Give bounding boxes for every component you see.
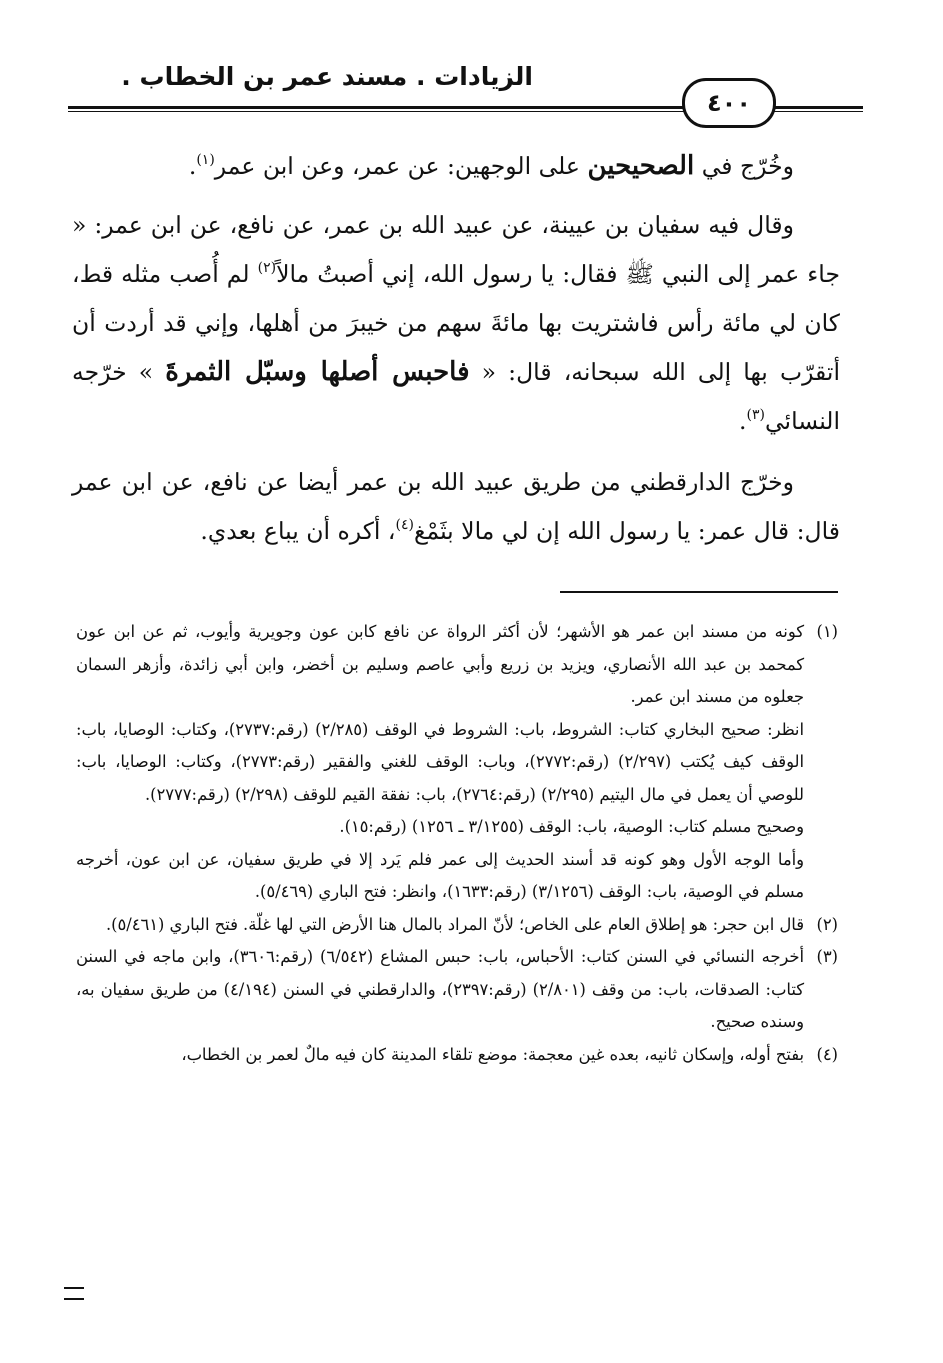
paragraph-2 [72, 201, 840, 446]
footnote-text: وصحيح مسلم كتاب: الوصية، باب: الوقف (٣/١٢٥٥ ـ ١٢٥٦) (رقم:١٥). [339, 817, 804, 836]
footnote-4 [76, 1039, 838, 1072]
text-run: وخُرّج في [701, 152, 794, 180]
paragraph-1 [72, 142, 840, 191]
footnotes [76, 616, 838, 1071]
running-title: الزيادات . مسند عمر بن الخطاب . [121, 62, 533, 91]
footnote-text: قال ابن حجر: هو إطلاق العام على الخاص؛ لأنّ المراد بالمال هنا الأرض التي لها غلّة. فتح الباري (٥/٤٦١). [105, 914, 804, 934]
footnote-ref: (٣) [746, 407, 765, 423]
text-run: » خرّجه النسائي [72, 358, 840, 435]
text-run: لم أُصب مثله قط، كان لي مائة رأس فاشتريت بها مائةَ سهم من خيبرَ من أهلها، وإني قد أردت أن أتقرّب بها إلى الله سبحانه، قال: « [72, 260, 840, 386]
footnote-number: (٤) [816, 1044, 838, 1064]
footnote-separator [560, 591, 838, 593]
footnote-ref: (١) [196, 152, 215, 168]
footnote-text: أخرجه النسائي في السنن كتاب: الأحباس، باب: حبس المشاع (٦/٥٤٢) (رقم:٣٦٠٦)، وابن ماجه في السنن كتاب: الصدقات، باب: من وقف (٢/٨٠١) (رقم:٢٣٩٧)، والدارقطني في السنن (٤/١٩٤) من طريق سفيان به، وسنده صحيح. [76, 947, 805, 1031]
page-number: ٤٠٠ [682, 78, 776, 128]
text-run: وخرّج الدارقطني من طريق عبيد الله بن عمر أيضا عن نافع، عن ابن عمر قال: قال عمر: يا رسول الله إن لي مالا بثَمْغ [72, 468, 840, 545]
footnote-3 [76, 941, 838, 1039]
bold-term: الصحيحين [587, 151, 695, 181]
main-text [72, 142, 840, 568]
text-run: على الوجهين: عن عمر، وعن ابن عمر [214, 152, 580, 180]
footnote-text: بفتح أوله، وإسكان ثانيه، بعده غين معجمة: موضع تلقاء المدينة كان فيه مالٌ لعمر بن الخطاب، [181, 1044, 804, 1064]
footnote-number: (٣) [816, 947, 838, 966]
footnote-text: انظر: صحيح البخاري كتاب: الشروط، باب: الشروط في الوقف (٢/٢٨٥) (رقم:٢٧٣٧)، وكتاب: الوصايا، باب: الوقف كيف يُكتب (٢/٢٩٧) (رقم:٢٧٧٢)، وباب: الوقف للغني والفقير (رقم:٢٧٧٣)، وكتاب: الوصايا، باب: للوصي أن يعمل في مال اليتيم (٢/٢٩٥) (رقم:٢٧٦٤)، باب: نفقة القيم للوقف (٢/٢٩٨) (رقم:٢٧٧٧). [76, 719, 804, 804]
footnote-ref: (٢) [257, 260, 277, 276]
text-run: . [739, 407, 747, 435]
text-run: ، أكره أن يباع بعدي. [200, 517, 396, 545]
text-run: . [188, 152, 197, 180]
footnote-number: (١) [816, 622, 838, 641]
footnote-number: (٢) [816, 914, 838, 934]
continuation-mark [64, 1287, 84, 1300]
footnote-ref: (٤) [395, 517, 414, 533]
text-run: وقال فيه سفيان بن عيينة، عن عبيد الله بن عمر، عن نافع، عن ابن عمر: « جاء عمر إلى النبي ﷺ فقال: يا رسول الله، إني أصبتُ مالاً [72, 211, 840, 288]
paragraph-3 [72, 458, 840, 556]
footnote-1 [76, 616, 838, 909]
footnote-text: كونه من مسند ابن عمر هو الأشهر؛ لأن أكثر الرواة عن نافع كابن عون وجويرية وأيوب، ثم عن ابن عون كمحمد بن عبد الله الأنصاري، ويزيد بن زريع وأبي عاصم وسليم بن أخضر، وابن أبي زائدة، وأزهر السمان جعلوه من مسند ابن عمر. [76, 622, 804, 706]
footnote-text: وأما الوجه الأول وهو كونه قد أسند الحديث إلى عمر فلم يَرد إلا في طريق سفيان، عن ابن عون، أخرجه مسلم في الوصية، باب: الوقف (٣/١٢٥٦) (رقم:١٦٣٣)، وانظر: فتح الباري (٥/٤٦٩). [76, 849, 804, 901]
bold-quote: فاحبس أصلها وسبّل الثمرةَ [165, 357, 470, 387]
footnote-2 [76, 909, 838, 942]
